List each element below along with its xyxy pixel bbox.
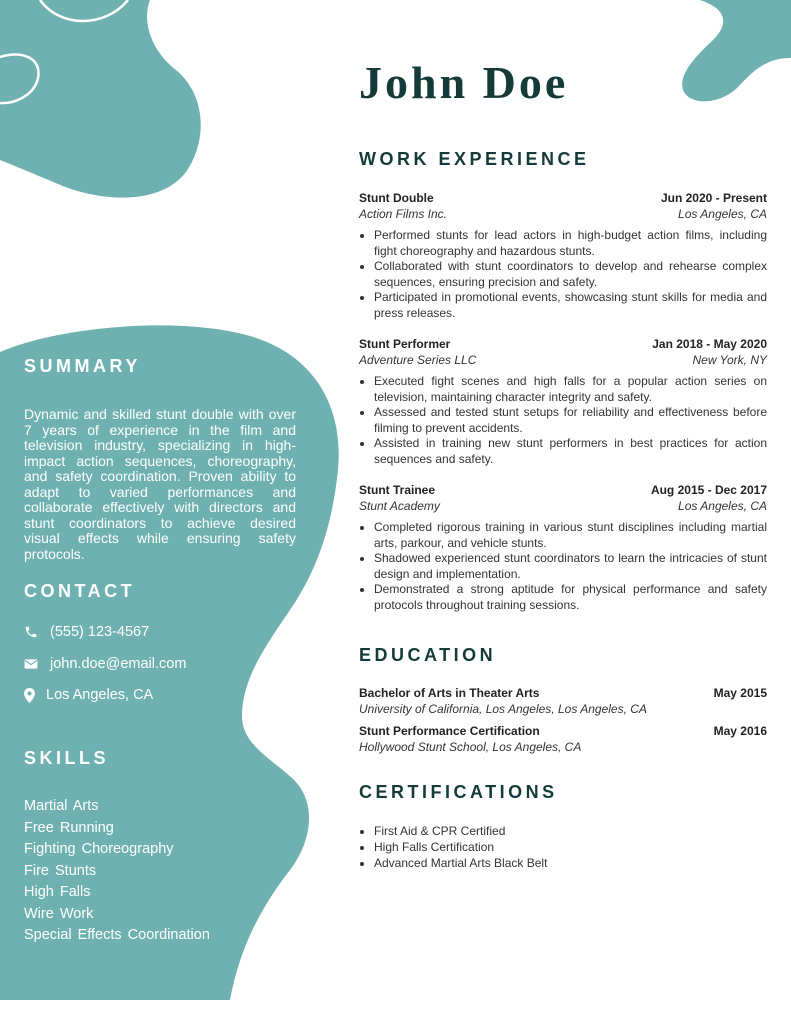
work-experience-heading: WORK EXPERIENCE bbox=[359, 149, 590, 169]
job-location: New York, NY bbox=[692, 352, 767, 367]
job-subheader bbox=[359, 353, 767, 369]
top-right-blob bbox=[682, 0, 791, 101]
education-header bbox=[359, 724, 767, 740]
email-icon bbox=[24, 658, 38, 670]
job-bullet: • Assessed and tested stunt setups for reliability and effectiveness before filming to prevent accidents. bbox=[374, 405, 767, 436]
contact-email[interactable]: john.doe@email.com bbox=[50, 656, 187, 672]
education-heading: EDUCATION bbox=[359, 645, 497, 665]
education-school-row bbox=[359, 702, 767, 718]
summary-heading: SUMMARY bbox=[24, 356, 141, 376]
job-bullet: • Participated in promotional events, showcasing stunt skills for media and press releases. bbox=[374, 290, 767, 321]
contact-phone-row bbox=[24, 623, 296, 641]
degree-date: May 2015 bbox=[713, 686, 767, 700]
location-pin-icon bbox=[24, 688, 35, 703]
certifications-section bbox=[359, 823, 759, 871]
job-bullet: • Collaborated with stunt coordinators to develop and rehearse complex sequences, ensuring precision and safety. bbox=[374, 259, 767, 290]
skills-list bbox=[24, 796, 284, 947]
job-location: Los Angeles, CA bbox=[678, 206, 767, 221]
skill-item: High Falls bbox=[24, 884, 91, 900]
contact-heading: CONTACT bbox=[24, 581, 136, 601]
contact-phone[interactable]: (555) 123-4567 bbox=[50, 624, 150, 640]
skill-item: Free Running bbox=[24, 819, 114, 836]
degree-date: May 2016 bbox=[713, 724, 767, 738]
school-name: Hollywood Stunt School, Los Angeles, CA bbox=[359, 739, 582, 754]
job-dates: Jan 2018 - May 2020 bbox=[652, 337, 767, 351]
job-organization: Action Films Inc. bbox=[359, 206, 448, 221]
job-bullet: • Assisted in training new stunt performers in best practices for action sequences and safety. bbox=[374, 436, 767, 467]
contact-location-row bbox=[24, 686, 296, 704]
job-organization: Adventure Series LLC bbox=[359, 352, 477, 367]
job-bullet: • Shadowed experienced stunt coordinators to learn the intricacies of stunt design and implementation. bbox=[374, 551, 767, 582]
contact-email-row bbox=[24, 655, 296, 673]
skills-heading: SKILLS bbox=[24, 748, 110, 768]
job-header bbox=[359, 483, 767, 499]
job-bullet: • Executed fight scenes and high falls for a popular action series on television, maintaining character integrity and safety. bbox=[374, 374, 767, 405]
skill-item: Martial Arts bbox=[24, 798, 99, 814]
certification-item: • High Falls Certification bbox=[374, 839, 759, 855]
contact-location: Los Angeles, CA bbox=[46, 687, 154, 703]
job-dates: Jun 2020 - Present bbox=[660, 191, 767, 205]
contact-section bbox=[24, 581, 296, 704]
skill-item: Fighting Choreography bbox=[24, 841, 174, 857]
job-subheader bbox=[359, 207, 767, 223]
job-bullets bbox=[359, 520, 767, 614]
skill-item: Wire Work bbox=[24, 905, 94, 922]
job-bullet: • Performed stunts for lead actors in high-budget action films, including fight choreography and hazardous stunts. bbox=[374, 228, 767, 259]
job-entry bbox=[359, 337, 767, 468]
job-location: Los Angeles, CA bbox=[678, 498, 767, 513]
education-entry bbox=[359, 686, 767, 717]
school-name: University of California, Los Angeles, Los Angeles, CA bbox=[359, 701, 647, 716]
candidate-name: John Doe bbox=[359, 57, 569, 108]
skill-item: Special Effects Coordination bbox=[24, 927, 210, 943]
certification-item: • First Aid & CPR Certified bbox=[374, 823, 759, 839]
job-organization: Stunt Academy bbox=[359, 498, 440, 513]
certification-item: • Advanced Martial Arts Black Belt bbox=[374, 855, 759, 871]
top-left-blob bbox=[0, 0, 201, 198]
degree-title: Stunt Performance Certification bbox=[359, 724, 540, 738]
skills-section bbox=[24, 748, 284, 947]
job-header bbox=[359, 191, 767, 207]
job-header bbox=[359, 337, 767, 353]
job-title: Stunt Trainee bbox=[359, 483, 436, 497]
certifications-list bbox=[359, 823, 759, 871]
job-bullet: • Demonstrated a strong aptitude for physical performance and safety protocols throughout training sessions. bbox=[374, 582, 767, 613]
job-entry bbox=[359, 191, 767, 322]
degree-title: Bachelor of Arts in Theater Arts bbox=[359, 686, 540, 700]
summary-text: Dynamic and skilled stunt double with over 7 years of experience in the film and television industry, specializing in high-impact action sequences, choreography, and safety coordination. Proven ability to adapt to varied performances and collaborate effectively with directors and stunt coordinators to achieve desired visual effects while ensuring safety protocols. bbox=[24, 406, 296, 562]
education-header bbox=[359, 686, 767, 702]
phone-icon bbox=[24, 625, 38, 639]
job-bullet: • Completed rigorous training in various stunt disciplines including martial arts, parkour, and vehicle stunts. bbox=[374, 520, 767, 551]
education-entry bbox=[359, 724, 767, 755]
skill-item: Fire Stunts bbox=[24, 862, 97, 879]
job-bullets bbox=[359, 228, 767, 322]
certifications-heading: CERTIFICATIONS bbox=[359, 782, 558, 802]
job-title: Stunt Performer bbox=[359, 337, 451, 351]
summary-section bbox=[24, 356, 296, 562]
education-school-row bbox=[359, 740, 767, 756]
job-subheader bbox=[359, 499, 767, 515]
job-bullets bbox=[359, 374, 767, 468]
job-dates: Aug 2015 - Dec 2017 bbox=[650, 483, 767, 497]
job-title: Stunt Double bbox=[359, 191, 434, 205]
job-entry bbox=[359, 483, 767, 614]
